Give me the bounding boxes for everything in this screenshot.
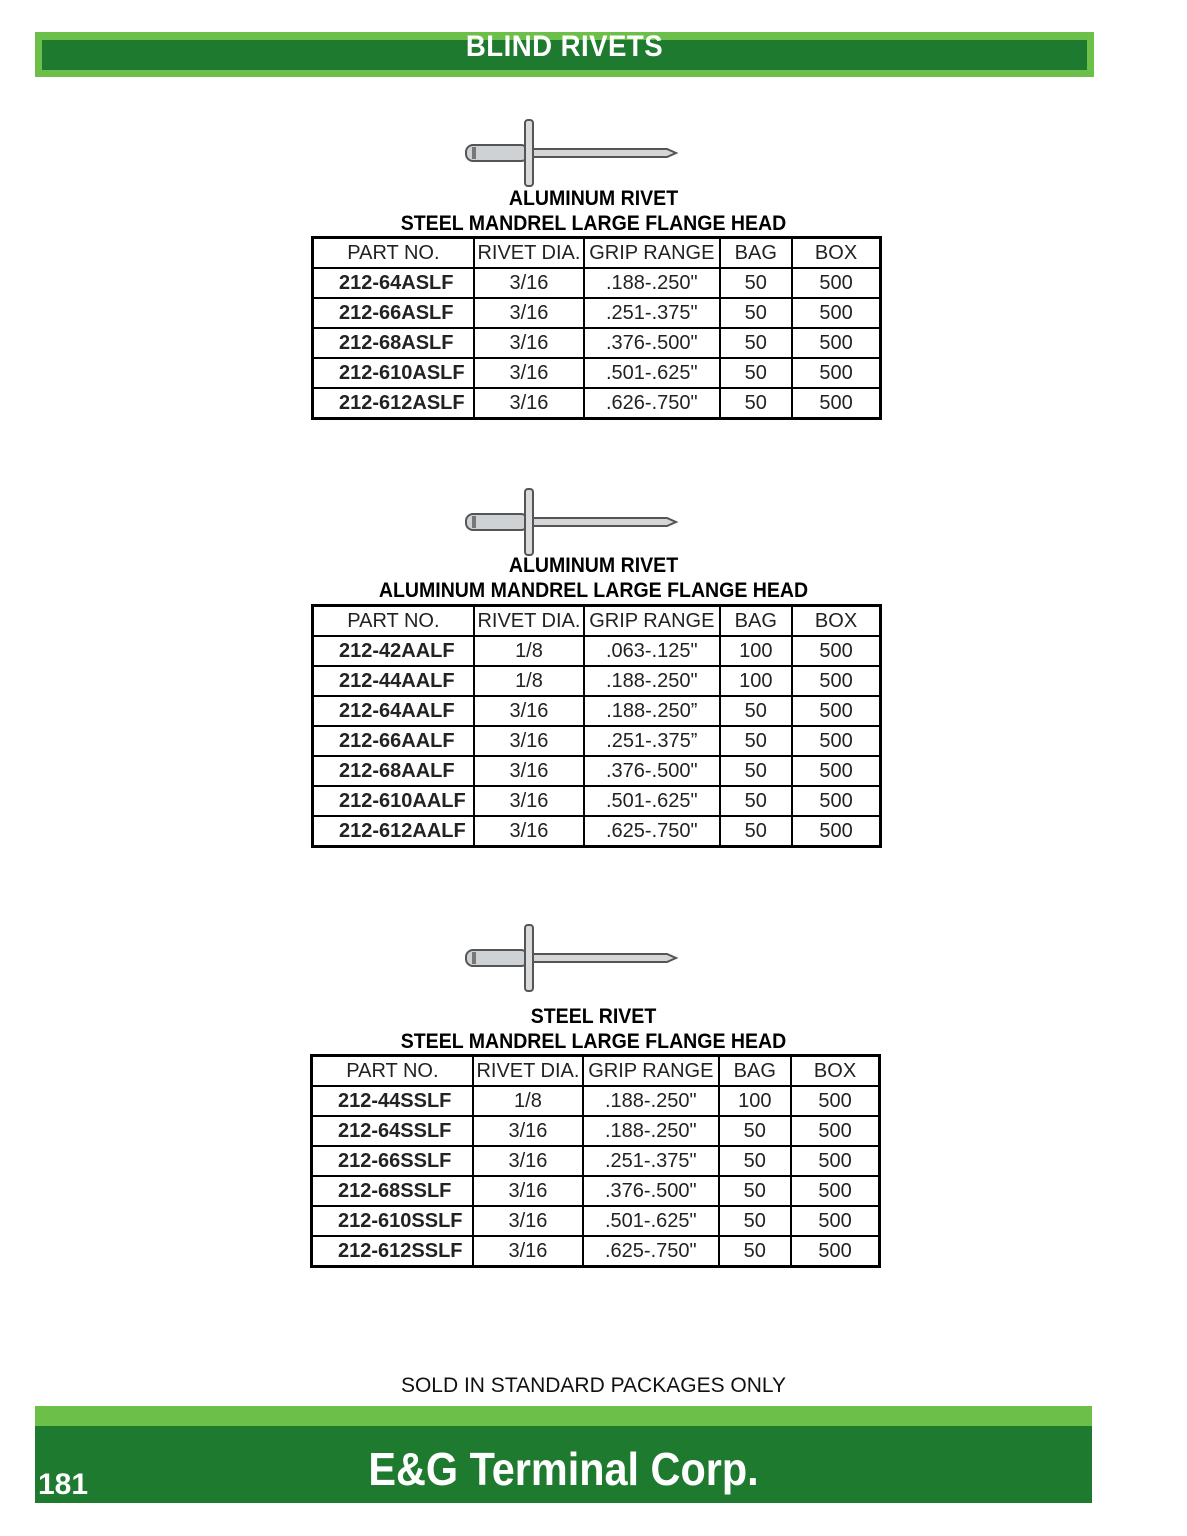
part-number: 212-64SSLF xyxy=(312,1116,473,1146)
box-qty: 500 xyxy=(792,636,880,666)
part-number: 212-612SSLF xyxy=(312,1236,473,1267)
table-header-row xyxy=(313,238,881,269)
grip-range: .251-.375" xyxy=(584,298,719,328)
box-qty: 500 xyxy=(791,1236,879,1267)
grip-range: .188-.250" xyxy=(583,1116,718,1146)
grip-range: .376-.500" xyxy=(583,1176,718,1206)
rivet-diameter: 3/16 xyxy=(474,328,584,358)
section-2-title-line2: ALUMINUM MANDREL LARGE FLANGE HEAD xyxy=(378,579,809,602)
grip-range: .376-.500" xyxy=(584,756,719,786)
section-3-title-line2: STEEL MANDREL LARGE FLANGE HEAD xyxy=(400,1030,787,1053)
part-number: 212-68ASLF xyxy=(313,328,474,358)
part-number: 212-66ASLF xyxy=(313,298,474,328)
box-qty: 500 xyxy=(792,696,880,726)
box-qty: 500 xyxy=(792,786,880,816)
rivet-diameter: 1/8 xyxy=(474,636,584,666)
rivet-diameter: 3/16 xyxy=(473,1206,583,1236)
rivet-icon xyxy=(462,923,682,993)
grip-range: .251-.375" xyxy=(583,1146,718,1176)
box-qty: 500 xyxy=(791,1086,879,1116)
rivet-diameter: 3/16 xyxy=(473,1116,583,1146)
grip-range: .501-.625" xyxy=(583,1206,718,1236)
grip-range: .188-.250" xyxy=(584,666,719,696)
bag-qty: 50 xyxy=(719,1146,792,1176)
rivet-diameter: 3/16 xyxy=(474,756,584,786)
rivet-diameter: 3/16 xyxy=(474,726,584,756)
bag-qty: 50 xyxy=(720,328,793,358)
rivet-diameter: 1/8 xyxy=(473,1086,583,1116)
table-row xyxy=(312,1236,880,1267)
bag-qty: 50 xyxy=(720,816,793,847)
part-number: 212-68SSLF xyxy=(312,1176,473,1206)
rivet-diameter: 3/16 xyxy=(473,1236,583,1267)
column-header-rivet-dia: RIVET DIA. xyxy=(474,606,584,637)
box-qty: 500 xyxy=(791,1176,879,1206)
column-header-rivet-dia: RIVET DIA. xyxy=(474,238,584,269)
spec-table-3 xyxy=(310,1054,881,1268)
column-header-part-no: PART NO. xyxy=(313,606,474,637)
rivet-icon xyxy=(462,487,682,557)
footnote: SOLD IN STANDARD PACKAGES ONLY xyxy=(400,1374,787,1397)
table-row xyxy=(313,268,881,298)
part-number: 212-42AALF xyxy=(313,636,474,666)
bag-qty: 50 xyxy=(720,726,793,756)
table-row xyxy=(313,636,881,666)
grip-range: .063-.125" xyxy=(584,636,719,666)
box-qty: 500 xyxy=(792,388,880,419)
table-row xyxy=(313,726,881,756)
spec-table-2 xyxy=(311,604,882,848)
part-number: 212-68AALF xyxy=(313,756,474,786)
grip-range: .626-.750" xyxy=(584,388,719,419)
table-row xyxy=(313,298,881,328)
table-row xyxy=(313,756,881,786)
box-qty: 500 xyxy=(792,328,880,358)
bag-qty: 50 xyxy=(720,756,793,786)
column-header-part-no: PART NO. xyxy=(313,238,474,269)
footer-bar-light xyxy=(35,1406,1092,1426)
table-row xyxy=(313,666,881,696)
box-qty: 500 xyxy=(792,816,880,847)
table-row xyxy=(313,388,881,419)
bag-qty: 100 xyxy=(720,666,793,696)
table-row xyxy=(312,1176,880,1206)
part-number: 212-44AALF xyxy=(313,666,474,696)
bag-qty: 100 xyxy=(720,636,793,666)
section-1-title-line2: STEEL MANDREL LARGE FLANGE HEAD xyxy=(400,212,787,235)
rivet-diameter: 3/16 xyxy=(474,298,584,328)
bag-qty: 50 xyxy=(720,358,793,388)
table-row xyxy=(312,1086,880,1116)
table-row xyxy=(313,786,881,816)
table-header-row xyxy=(313,606,881,637)
table-row xyxy=(312,1116,880,1146)
part-number: 212-44SSLF xyxy=(312,1086,473,1116)
page-number: 181 xyxy=(38,1468,89,1501)
column-header-box: BOX xyxy=(791,1056,879,1087)
box-qty: 500 xyxy=(792,298,880,328)
rivet-diameter: 3/16 xyxy=(474,786,584,816)
company-name: E&G Terminal Corp. xyxy=(368,1443,759,1495)
column-header-grip-range: GRIP RANGE xyxy=(583,1056,718,1087)
bag-qty: 50 xyxy=(719,1176,792,1206)
column-header-grip-range: GRIP RANGE xyxy=(584,606,719,637)
column-header-rivet-dia: RIVET DIA. xyxy=(473,1056,583,1087)
part-number: 212-612AALF xyxy=(313,816,474,847)
column-header-bag: BAG xyxy=(720,238,793,269)
grip-range: .188-.250” xyxy=(584,696,719,726)
section-2-title-line1: ALUMINUM RIVET xyxy=(508,554,679,577)
table-row xyxy=(312,1146,880,1176)
part-number: 212-610AALF xyxy=(313,786,474,816)
rivet-diameter: 3/16 xyxy=(474,358,584,388)
box-qty: 500 xyxy=(791,1206,879,1236)
rivet-diameter: 3/16 xyxy=(474,816,584,847)
spec-table-1 xyxy=(311,236,882,420)
rivet-diameter: 1/8 xyxy=(474,666,584,696)
box-qty: 500 xyxy=(791,1116,879,1146)
part-number: 212-612ASLF xyxy=(313,388,474,419)
part-number: 212-64AALF xyxy=(313,696,474,726)
part-number: 212-610SSLF xyxy=(312,1206,473,1236)
rivet-icon xyxy=(462,118,682,188)
section-1-title-line1: ALUMINUM RIVET xyxy=(508,187,679,210)
column-header-bag: BAG xyxy=(720,606,793,637)
rivet-diameter: 3/16 xyxy=(473,1176,583,1206)
grip-range: .501-.625" xyxy=(584,786,719,816)
box-qty: 500 xyxy=(792,666,880,696)
rivet-diameter: 3/16 xyxy=(474,268,584,298)
bag-qty: 50 xyxy=(719,1236,792,1267)
page-title: BLIND RIVETS xyxy=(465,30,664,63)
column-header-box: BOX xyxy=(792,238,880,269)
grip-range: .625-.750" xyxy=(583,1236,718,1267)
rivet-diameter: 3/16 xyxy=(473,1146,583,1176)
part-number: 212-66AALF xyxy=(313,726,474,756)
box-qty: 500 xyxy=(792,726,880,756)
bag-qty: 50 xyxy=(720,786,793,816)
box-qty: 500 xyxy=(792,268,880,298)
grip-range: .188-.250" xyxy=(583,1086,718,1116)
bag-qty: 50 xyxy=(720,298,793,328)
grip-range: .376-.500" xyxy=(584,328,719,358)
header-bar xyxy=(35,32,1094,77)
grip-range: .501-.625" xyxy=(584,358,719,388)
rivet-diameter: 3/16 xyxy=(474,388,584,419)
bag-qty: 50 xyxy=(720,388,793,419)
bag-qty: 50 xyxy=(719,1206,792,1236)
box-qty: 500 xyxy=(792,358,880,388)
grip-range: .251-.375” xyxy=(584,726,719,756)
part-number: 212-66SSLF xyxy=(312,1146,473,1176)
table-row xyxy=(312,1206,880,1236)
column-header-bag: BAG xyxy=(719,1056,792,1087)
rivet-diameter: 3/16 xyxy=(474,696,584,726)
column-header-part-no: PART NO. xyxy=(312,1056,473,1087)
box-qty: 500 xyxy=(791,1146,879,1176)
bag-qty: 50 xyxy=(719,1116,792,1146)
table-row xyxy=(313,328,881,358)
section-3-title-line1: STEEL RIVET xyxy=(530,1005,657,1028)
column-header-box: BOX xyxy=(792,606,880,637)
part-number: 212-610ASLF xyxy=(313,358,474,388)
bag-qty: 50 xyxy=(720,268,793,298)
table-header-row xyxy=(312,1056,880,1087)
bag-qty: 50 xyxy=(720,696,793,726)
table-row xyxy=(313,358,881,388)
grip-range: .188-.250" xyxy=(584,268,719,298)
column-header-grip-range: GRIP RANGE xyxy=(584,238,719,269)
part-number: 212-64ASLF xyxy=(313,268,474,298)
table-row xyxy=(313,816,881,847)
table-row xyxy=(313,696,881,726)
grip-range: .625-.750" xyxy=(584,816,719,847)
bag-qty: 100 xyxy=(719,1086,792,1116)
box-qty: 500 xyxy=(792,756,880,786)
